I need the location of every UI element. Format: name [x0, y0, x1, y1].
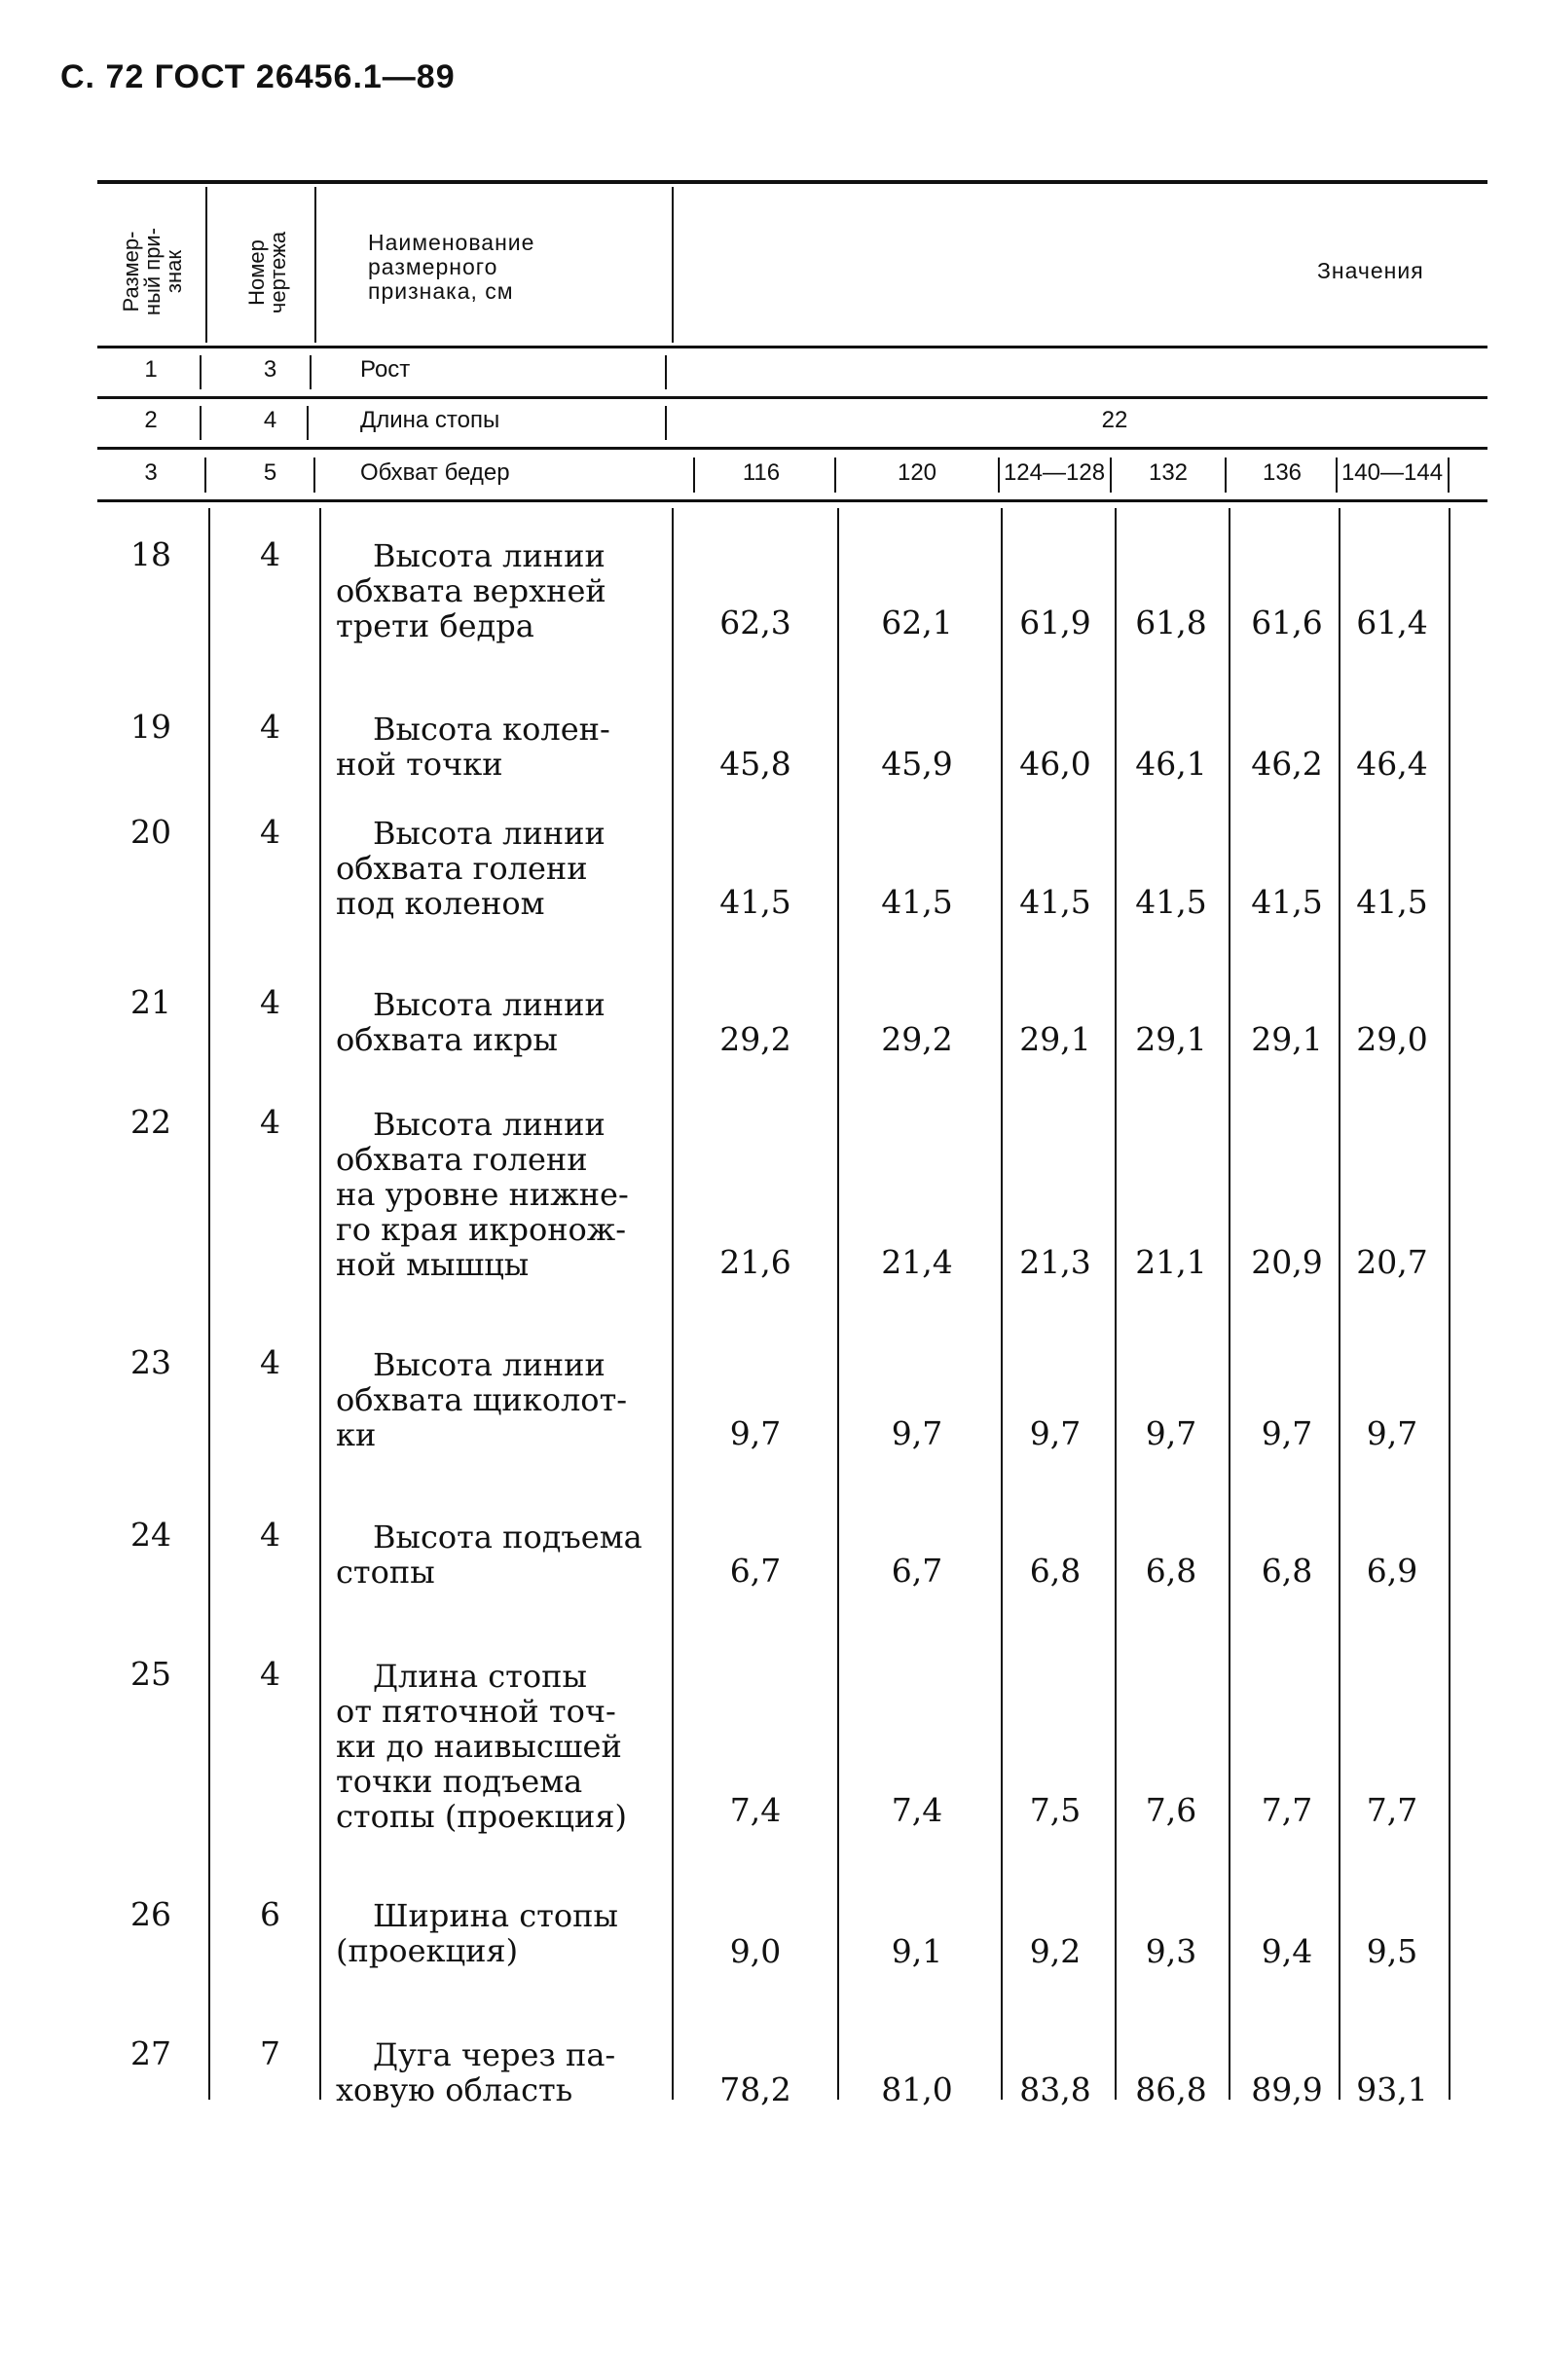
row-value: 9,0 — [729, 1932, 782, 1970]
row-number: 24 — [130, 1516, 171, 1554]
row-value: 45,8 — [719, 745, 791, 783]
param-row-2-rule — [97, 447, 1487, 450]
row-value: 9,7 — [1145, 1414, 1197, 1452]
row-attribute-name: Ширина стопы (проекция) — [336, 1897, 618, 1969]
row-attribute-name: Высота подъема стопы — [336, 1519, 642, 1591]
param-row-value: 22 — [1101, 407, 1128, 433]
column-divider — [837, 508, 839, 2100]
param-row-divider — [313, 458, 315, 493]
row-attribute-name: Высота линии обхвата голени на уровне нижне- го края икронож- ной мышцы — [336, 1106, 629, 1283]
row-attribute-name: Высота линии обхвата голени под коленом — [336, 815, 606, 922]
row-drawing-number: 4 — [260, 983, 280, 1021]
hip-column-label: 140—144 — [1340, 459, 1444, 486]
row-value: 89,9 — [1251, 2070, 1323, 2108]
row-attribute-name: Высота линии обхвата икры — [336, 986, 606, 1058]
row-number: 19 — [130, 708, 171, 746]
hip-column-label: 120 — [897, 459, 937, 486]
row-value: 29,2 — [719, 1020, 791, 1058]
row-value: 61,9 — [1019, 604, 1091, 641]
column-divider — [208, 508, 210, 2100]
column-divider — [319, 508, 321, 2100]
row-value: 6,9 — [1366, 1552, 1418, 1590]
row-value: 7,4 — [891, 1791, 943, 1829]
header-attribute-name: Наименование размерного признака, см — [368, 230, 535, 304]
row-value: 21,1 — [1135, 1243, 1207, 1281]
row-number: 27 — [130, 2034, 171, 2072]
param-row-divider — [200, 355, 202, 389]
row-value: 81,0 — [881, 2070, 953, 2108]
param-row-name: Рост — [360, 356, 411, 383]
row-number: 25 — [130, 1655, 171, 1693]
hip-column-label: 136 — [1262, 459, 1303, 486]
column-divider — [672, 508, 674, 2100]
row-value: 9,7 — [1029, 1414, 1082, 1452]
row-value: 93,1 — [1356, 2070, 1428, 2108]
row-value: 9,1 — [891, 1932, 943, 1970]
param-row-drawing: 5 — [263, 459, 277, 486]
row-drawing-number: 4 — [260, 1516, 280, 1554]
header-drawing-number: Номер чертежа — [244, 231, 290, 314]
row-value: 20,9 — [1251, 1243, 1323, 1281]
row-value: 83,8 — [1019, 2070, 1091, 2108]
row-number: 18 — [130, 535, 171, 573]
row-drawing-number: 7 — [260, 2034, 280, 2072]
row-value: 46,1 — [1135, 745, 1207, 783]
row-value: 21,4 — [881, 1243, 953, 1281]
param-row-name: Обхват бедер — [360, 459, 510, 486]
row-value: 41,5 — [1135, 883, 1207, 921]
row-value: 21,3 — [1019, 1243, 1091, 1281]
row-value: 6,8 — [1261, 1552, 1313, 1590]
param-row-divider — [307, 406, 309, 440]
row-value: 41,5 — [1251, 883, 1323, 921]
row-value: 29,1 — [1251, 1020, 1323, 1058]
row-drawing-number: 4 — [260, 708, 280, 746]
row-value: 9,7 — [1261, 1414, 1313, 1452]
row-value: 61,8 — [1135, 604, 1207, 641]
row-value: 86,8 — [1135, 2070, 1207, 2108]
row-value: 6,7 — [729, 1552, 782, 1590]
row-value: 9,5 — [1366, 1932, 1418, 1970]
row-value: 9,3 — [1145, 1932, 1197, 1970]
row-value: 9,7 — [729, 1414, 782, 1452]
row-value: 41,5 — [1356, 883, 1428, 921]
row-value: 41,5 — [719, 883, 791, 921]
param-row-number: 2 — [144, 407, 158, 433]
row-value: 20,7 — [1356, 1243, 1428, 1281]
param-row-divider — [200, 406, 202, 440]
param-row-drawing: 4 — [263, 407, 277, 433]
param-row-divider — [665, 406, 667, 440]
param-row-3-rule — [97, 499, 1487, 502]
row-number: 22 — [130, 1103, 171, 1141]
row-value: 62,1 — [881, 604, 953, 641]
row-value: 61,4 — [1356, 604, 1428, 641]
row-value: 41,5 — [881, 883, 953, 921]
row-value: 45,9 — [881, 745, 953, 783]
row-value: 62,3 — [719, 604, 791, 641]
param-row-divider — [204, 458, 206, 493]
row-value: 7,6 — [1145, 1791, 1197, 1829]
row-drawing-number: 4 — [260, 1103, 280, 1141]
param-row-number: 3 — [144, 459, 158, 486]
row-number: 21 — [130, 983, 171, 1021]
row-value: 29,1 — [1135, 1020, 1207, 1058]
row-value: 9,7 — [1366, 1414, 1418, 1452]
row-value: 46,4 — [1356, 745, 1428, 783]
row-value: 46,0 — [1019, 745, 1091, 783]
row-number: 26 — [130, 1895, 171, 1933]
row-attribute-name: Длина стопы от пяточной точ- ки до наивысшей точки подъема стопы (проекция) — [336, 1658, 627, 1835]
header-divider-1 — [205, 187, 207, 343]
table-top-rule — [97, 180, 1487, 184]
row-drawing-number: 4 — [260, 813, 280, 851]
row-attribute-name: Дуга через па- ховую область — [336, 2036, 616, 2108]
param-row-drawing: 3 — [263, 356, 277, 383]
param-row-name: Длина стопы — [360, 407, 500, 433]
param-row-number: 1 — [144, 356, 158, 383]
header-bottom-rule — [97, 346, 1487, 348]
row-value: 9,4 — [1261, 1932, 1313, 1970]
row-attribute-name: Высота колен- ной точки — [336, 711, 610, 783]
row-value: 6,8 — [1029, 1552, 1082, 1590]
row-value: 21,6 — [719, 1243, 791, 1281]
row-value: 7,7 — [1261, 1791, 1313, 1829]
row-value: 7,4 — [729, 1791, 782, 1829]
row-value: 61,6 — [1251, 604, 1323, 641]
row-number: 20 — [130, 813, 171, 851]
page-header: С. 72 ГОСТ 26456.1—89 — [60, 58, 456, 95]
row-drawing-number: 4 — [260, 535, 280, 573]
hip-column-label: 116 — [742, 459, 781, 486]
row-value: 29,0 — [1356, 1020, 1428, 1058]
row-value: 6,7 — [891, 1552, 943, 1590]
row-value: 6,8 — [1145, 1552, 1197, 1590]
hip-column-label: 132 — [1148, 459, 1189, 486]
row-drawing-number: 4 — [260, 1655, 280, 1693]
row-value: 78,2 — [719, 2070, 791, 2108]
row-value: 29,2 — [881, 1020, 953, 1058]
row-drawing-number: 4 — [260, 1343, 280, 1381]
param-row-divider — [693, 458, 695, 493]
row-drawing-number: 6 — [260, 1895, 280, 1933]
row-value: 7,5 — [1029, 1791, 1082, 1829]
row-attribute-name: Высота линии обхвата щиколот- ки — [336, 1346, 628, 1453]
header-divider-2 — [314, 187, 316, 343]
row-value: 9,7 — [891, 1414, 943, 1452]
row-value: 7,7 — [1366, 1791, 1418, 1829]
row-number: 23 — [130, 1343, 171, 1381]
header-divider-3 — [672, 187, 674, 343]
param-row-divider — [834, 458, 836, 493]
row-value: 29,1 — [1019, 1020, 1091, 1058]
header-size-attribute: Размер- ный при- знак — [119, 227, 186, 316]
row-value: 9,2 — [1029, 1932, 1082, 1970]
row-value: 46,2 — [1251, 745, 1323, 783]
header-values: Значения — [1317, 258, 1424, 283]
hip-column-label: 124—128 — [1003, 459, 1106, 486]
param-row-divider — [310, 355, 312, 389]
row-value: 41,5 — [1019, 883, 1091, 921]
param-row-1-rule — [97, 396, 1487, 399]
param-row-divider — [665, 355, 667, 389]
row-attribute-name: Высота линии обхвата верхней трети бедра — [336, 537, 606, 644]
